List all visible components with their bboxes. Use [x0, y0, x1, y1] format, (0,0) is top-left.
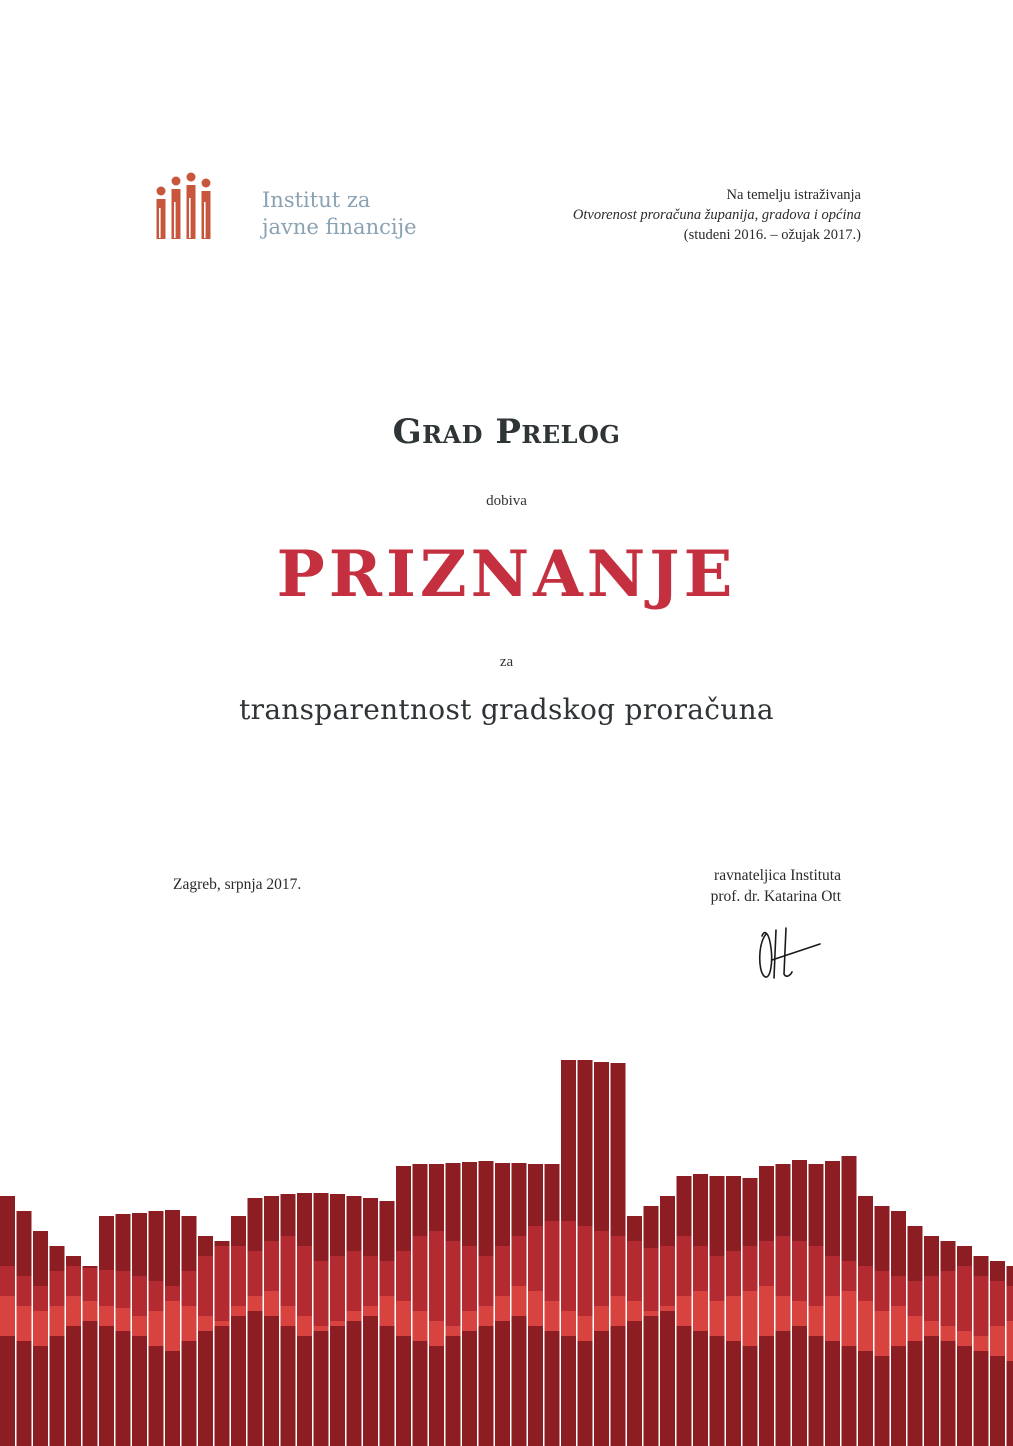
skyline-bar	[528, 1326, 543, 1446]
preposition-text: za	[499, 654, 514, 670]
skyline-bar	[924, 1336, 939, 1446]
skyline-bar	[231, 1316, 246, 1446]
skyline-bar	[479, 1326, 494, 1446]
skyline-bar	[792, 1326, 807, 1446]
skyline-bar	[1007, 1361, 1013, 1446]
skyline-bar	[314, 1331, 329, 1446]
skyline-bar	[66, 1326, 81, 1446]
skyline-bar	[545, 1331, 560, 1446]
skyline-bar	[611, 1326, 626, 1446]
skyline-bar	[957, 1346, 972, 1446]
city-skyline-graphic	[0, 1040, 1013, 1446]
institute-name	[262, 187, 417, 241]
skyline-bar	[644, 1316, 659, 1446]
skyline-bar	[363, 1316, 378, 1446]
skyline-bar	[990, 1356, 1005, 1446]
skyline-bar	[627, 1321, 642, 1446]
skyline-bar	[825, 1341, 840, 1446]
skyline-bar	[165, 1351, 180, 1446]
skyline-bar	[677, 1326, 692, 1446]
skyline-bar	[198, 1331, 213, 1446]
skyline-bar	[561, 1336, 576, 1446]
skyline-bar	[578, 1341, 593, 1446]
skyline-bar	[594, 1331, 609, 1446]
skyline-bar	[413, 1341, 428, 1446]
research-intro: Na temelju istraživanja	[726, 187, 861, 203]
institute-name-line1: Institut za	[262, 188, 371, 212]
skyline-bar	[347, 1321, 362, 1446]
signer-block	[711, 865, 841, 907]
skyline-bar	[512, 1316, 527, 1446]
skyline-bar	[264, 1316, 279, 1446]
signer-name: prof. dr. Katarina Ott	[710, 888, 841, 905]
verb-text: dobiva	[486, 493, 527, 509]
skyline-bar	[429, 1346, 444, 1446]
skyline-bar	[0, 1336, 15, 1446]
skyline-bar	[809, 1336, 824, 1446]
skyline-bar	[182, 1341, 197, 1446]
skyline-bar	[99, 1326, 114, 1446]
skyline-bar	[116, 1331, 131, 1446]
recipient-name: Grad Prelog	[392, 412, 621, 452]
skyline-bar	[446, 1336, 461, 1446]
skyline-bar	[842, 1346, 857, 1446]
skyline-bar	[17, 1341, 32, 1446]
signature-icon	[752, 922, 824, 982]
skyline-bar	[759, 1336, 774, 1446]
skyline-bar	[396, 1336, 411, 1446]
award-subject: transparentnost gradskog proračuna	[239, 693, 774, 726]
institute-logo-icon	[156, 172, 216, 242]
research-reference	[573, 185, 861, 245]
skyline-bar	[710, 1336, 725, 1446]
skyline-bar	[330, 1326, 345, 1446]
skyline-bar	[50, 1336, 65, 1446]
award-title: PRIZNANJE	[276, 537, 737, 612]
skyline-bar	[891, 1346, 906, 1446]
skyline-bar	[726, 1341, 741, 1446]
skyline-bar	[974, 1351, 989, 1446]
research-title: Otvorenost proračuna županija, gradova i općina	[572, 207, 861, 223]
skyline-bar	[660, 1311, 675, 1446]
skyline-bar	[858, 1351, 873, 1446]
skyline-bar	[33, 1346, 48, 1446]
skyline-bar	[281, 1326, 296, 1446]
skyline-bar	[83, 1321, 98, 1446]
skyline-bar	[908, 1341, 923, 1446]
skyline-bar	[462, 1331, 477, 1446]
place-date: Zagreb, srpnja 2017.	[173, 876, 302, 893]
skyline-bar	[941, 1341, 956, 1446]
skyline-bar	[248, 1311, 263, 1446]
skyline-bar	[380, 1326, 395, 1446]
skyline-bar	[875, 1356, 890, 1446]
institute-name-line2: javne financije	[262, 215, 417, 239]
research-period: (studeni 2016. – ožujak 2017.)	[683, 227, 861, 243]
skyline-bar	[149, 1346, 164, 1446]
skyline-bar	[495, 1321, 510, 1446]
skyline-bar	[743, 1346, 758, 1446]
skyline-bar	[776, 1331, 791, 1446]
signer-role: ravnateljica Instituta	[714, 867, 841, 884]
skyline-bar	[132, 1336, 147, 1446]
skyline-bar	[215, 1326, 230, 1446]
skyline-bar	[693, 1331, 708, 1446]
skyline-bar	[297, 1336, 312, 1446]
